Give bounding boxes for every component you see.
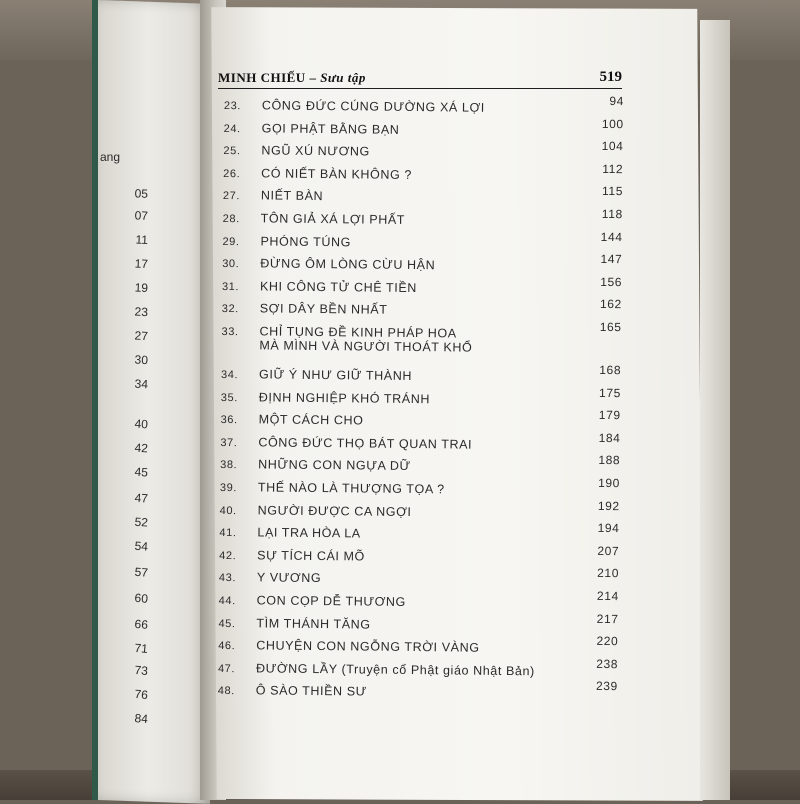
toc-entry-page: 104 [601, 139, 624, 154]
toc-entry-title-line: SỢI DÂY BỀN NHẤT [259, 301, 388, 318]
toc-entry-number: 47. [217, 662, 236, 675]
toc-entry-number: 36. [220, 414, 238, 427]
toc-entry-page: 144 [600, 229, 623, 244]
left-page-number: 84 [133, 710, 149, 727]
toc-entry-number: 44. [218, 594, 236, 608]
toc-entry-page: 239 [595, 679, 618, 694]
toc-entry-page: 184 [598, 430, 621, 445]
toc-entry-title-line: TÔN GIẢ XÁ LỢI PHẤT [260, 211, 406, 227]
toc-entry-title [257, 526, 361, 541]
toc-entry-title-line: NGƯỜI ĐƯỢC CA NGỢI [257, 502, 412, 519]
toc-entry-title-line: NIẾT BÀN [260, 188, 324, 204]
toc-entry-number: 41. [219, 527, 237, 540]
left-page-number: 73 [134, 662, 149, 679]
toc-entry-title-line: CÔNG ĐỨC CÚNG DƯỜNG XÁ LỢI [261, 98, 485, 115]
toc-entry-title-line: Y VƯƠNG [256, 570, 322, 586]
left-page-number: 42 [134, 440, 149, 456]
toc-entry-page: 162 [599, 297, 622, 312]
toc-entry-page: 194 [597, 521, 620, 536]
left-page-number: 07 [134, 208, 149, 223]
toc-entry-number: 48. [217, 685, 235, 698]
toc-entry [218, 681, 618, 707]
left-page-number: 54 [134, 538, 149, 554]
toc-entry-page: 217 [596, 611, 619, 626]
toc-entry-title [261, 166, 412, 182]
toc-entry-page: 94 [609, 94, 625, 109]
left-page-number: 19 [134, 280, 149, 296]
toc-entry-number: 26. [223, 167, 241, 180]
left-page-number: 76 [133, 686, 149, 703]
toc-entry-page: 115 [602, 184, 624, 199]
toc-entry-title-line: MÀ MÌNH VÀ NGƯỜI THOÁT KHỔ [259, 338, 473, 355]
toc-entry-title [257, 571, 321, 586]
toc-entry-number: 32. [221, 303, 239, 316]
toc-entry-number: 24. [223, 122, 241, 135]
left-page-number: 17 [134, 256, 149, 272]
toc-entry-number: 25. [223, 145, 241, 158]
toc-entry-title [261, 189, 323, 204]
toc-entry-page: 192 [597, 498, 620, 513]
toc-entry-title [259, 413, 364, 428]
left-page-number: 52 [134, 514, 149, 530]
toc-entry-title-line: CHỈ TỤNG ĐỀ KINH PHÁP HOA [259, 324, 457, 341]
toc-entry-page: 168 [599, 362, 622, 378]
toc-entry-number: 46. [218, 640, 236, 653]
running-header-title [218, 70, 366, 86]
left-page-number: 30 [134, 352, 149, 368]
toc-entry-title [259, 367, 412, 383]
toc-entry-page: 190 [598, 475, 621, 491]
toc-entry-title [260, 234, 351, 249]
toc-entry-title-line: THẾ NÀO LÀ THƯỢNG TỌA ? [257, 480, 445, 497]
left-page-number: 23 [134, 304, 149, 320]
toc-entry [221, 319, 622, 364]
toc-entry-page: 156 [600, 274, 623, 289]
page-stack-edge [700, 20, 730, 800]
toc-entry-page: 238 [596, 656, 619, 671]
toc-entry-page: 188 [598, 453, 621, 468]
left-page-number: 71 [134, 640, 149, 656]
toc-entry-title-line: PHÓNG TÚNG [260, 233, 352, 249]
toc-entry-number: 29. [222, 235, 240, 248]
toc-entry-number: 45. [218, 617, 236, 630]
toc-entry-title-line: ĐỊNH NGHIỆP KHÓ TRÁNH [258, 389, 431, 406]
toc-entry-title [262, 121, 400, 136]
header-subtitle: Sưu tập [320, 70, 366, 85]
toc-entry-number: 28. [222, 212, 240, 226]
left-page-number: 34 [134, 376, 149, 392]
toc-entry-page: 179 [598, 408, 621, 423]
toc-entry-number: 23. [223, 99, 242, 113]
toc-entry-title-line: ĐỪNG ÔM LÒNG CỪU HẬN [260, 256, 436, 273]
left-page-number: 27 [134, 328, 149, 344]
toc-entry-title [257, 548, 365, 563]
toc-entry-title [262, 98, 485, 114]
toc-entry-number: 27. [222, 190, 241, 203]
toc-entry-title [256, 684, 367, 699]
toc-entry-title-line: MỘT CÁCH CHO [258, 412, 364, 428]
toc-entry-number: 42. [219, 549, 237, 562]
toc-entry-title-line: CHUYỆN CON NGỖNG TRỜI VÀNG [256, 638, 480, 655]
toc-entry-title [260, 257, 435, 273]
toc-entry-title [259, 390, 430, 406]
left-page-number: 60 [134, 590, 149, 606]
toc-entry-title [260, 279, 417, 295]
left-page-heading-fragment: ang [100, 150, 121, 164]
toc-entry-title [257, 593, 406, 609]
page-number: 519 [599, 69, 622, 85]
toc-entry-title [256, 616, 370, 631]
toc-entry-title-line: ĐƯỜNG LẦY (Truyện cổ Phật giáo Nhật Bản) [255, 661, 535, 679]
toc-entry-title [258, 435, 472, 451]
toc-entry-title [261, 211, 406, 227]
toc-entry-page: 147 [600, 252, 623, 267]
toc-entry-number: 43. [218, 572, 237, 585]
toc-entry-page: 112 [602, 161, 624, 176]
toc-entry-title-line: CÓ NIẾT BÀN KHÔNG ? [261, 166, 413, 182]
toc-entry-title [258, 503, 412, 519]
toc-entry-number: 37. [220, 436, 238, 449]
toc-entry-page: 118 [601, 206, 623, 222]
toc-entry-page: 100 [601, 116, 624, 131]
toc-entry-page: 220 [596, 634, 619, 649]
left-page-number: 45 [134, 464, 149, 480]
toc-entry-number: 39. [219, 481, 238, 495]
toc-entry-title [260, 302, 388, 317]
left-page-number: 47 [134, 490, 149, 506]
toc-entry-number: 40. [219, 504, 237, 517]
left-page-number: 11 [135, 232, 149, 247]
toc-entry-page: 214 [596, 588, 619, 604]
header-separator: – [305, 70, 321, 85]
toc-entry-title-line: GIỮ Ý NHƯ GIỮ THÀNH [259, 367, 413, 383]
toc-entry-page: 210 [597, 566, 620, 581]
toc-entry-page: 207 [597, 543, 620, 558]
toc-entry-title [259, 324, 472, 354]
toc-entry-page: 165 [599, 319, 622, 335]
toc-entry-title [258, 480, 445, 496]
toc-entry-title-line: GỌI PHẬT BẰNG BẠN [261, 120, 400, 137]
toc-entry-title-line: NHỮNG CON NGỰA DỮ [258, 457, 411, 474]
toc-entry-title-line: NGŨ XÚ NƯƠNG [261, 143, 370, 159]
toc-entry-number: 34. [221, 368, 239, 382]
toc-entry-title-line: Ô SÀO THIỀN SƯ [255, 683, 368, 699]
toc-entry-title-line: CÔNG ĐỨC THỌ BÁT QUAN TRAI [258, 435, 473, 452]
toc-entry-number: 30. [222, 258, 240, 271]
toc-entry-title [258, 458, 411, 474]
toc-entry-number: 35. [220, 391, 238, 404]
toc-entry-title-line: CON CỌP DỄ THƯƠNG [256, 593, 406, 609]
left-page-number: 66 [134, 616, 149, 632]
running-header [218, 64, 622, 89]
toc-entry-number: 38. [220, 459, 238, 472]
toc-entry-title-line: KHI CÔNG TỬ CHÊ TIỀN [259, 279, 418, 295]
toc-entry-title-line: SỰ TÍCH CÁI MÕ [257, 548, 366, 564]
left-page [98, 0, 210, 804]
toc-entry-number: 33. [221, 325, 239, 339]
toc-entry-number: 31. [221, 280, 240, 293]
toc-entry-title [256, 661, 535, 678]
left-page-number: 57 [134, 564, 149, 580]
toc-entry-title-line: TÌM THÁNH TĂNG [256, 615, 371, 632]
left-page-number: 05 [134, 186, 149, 201]
toc-entry-title [261, 144, 370, 159]
toc-entry-title [256, 639, 479, 655]
left-page-number: 40 [134, 416, 149, 432]
author-name: MINH CHIẾU [218, 70, 306, 85]
toc-entry-page: 175 [599, 385, 621, 400]
toc-entry-title-line: LẠI TRA HÒA LA [257, 525, 361, 541]
